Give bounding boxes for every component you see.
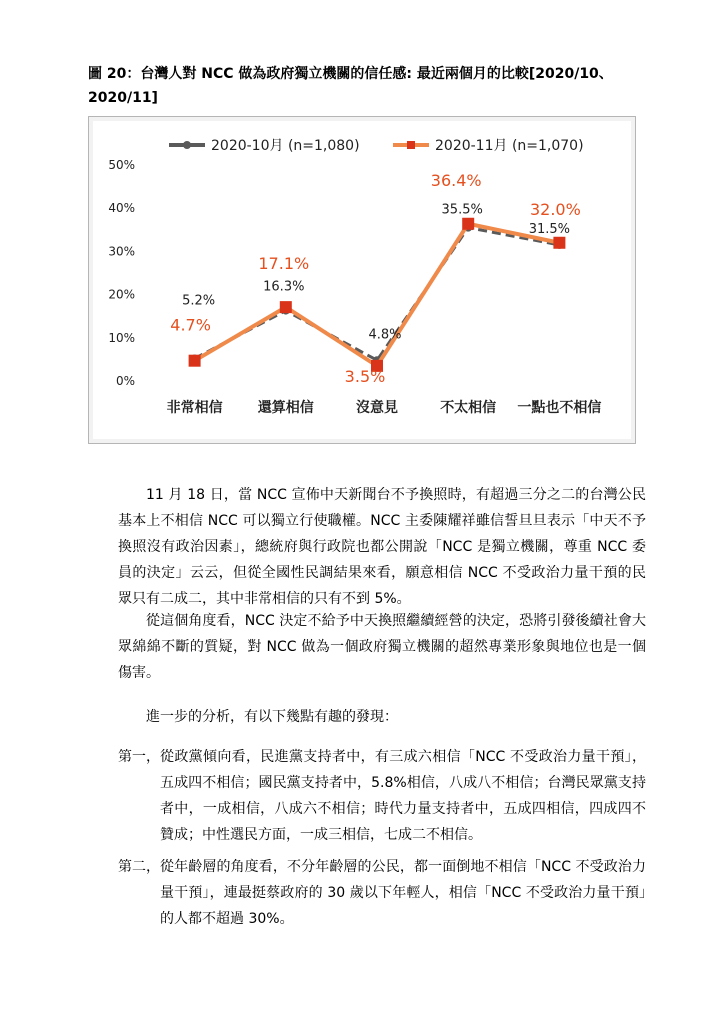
legend-oct-label: 2020-10月 (n=1,080) <box>211 138 360 154</box>
finding-2 <box>118 854 646 932</box>
y-tick-label: 50% <box>108 158 135 172</box>
series-nov-data-label: 32.0% <box>529 199 581 219</box>
series-nov-data-label: 17.1% <box>258 254 310 274</box>
legend-oct-marker <box>183 141 191 149</box>
series-oct-data-label: 35.5% <box>441 202 483 218</box>
y-tick-label: 0% <box>115 374 135 388</box>
x-category-label: 不太相信 <box>440 400 497 416</box>
series-nov-point <box>462 218 474 230</box>
y-axis <box>108 158 135 388</box>
chart-frame <box>88 116 636 444</box>
finding-2-number: 第二， <box>118 859 160 875</box>
series-oct-data-label: 16.3% <box>263 279 305 295</box>
chart-legend <box>169 138 584 154</box>
series-nov-line <box>195 224 560 366</box>
finding-1-number: 第一， <box>118 749 160 765</box>
series-nov <box>189 218 566 372</box>
y-tick-label: 30% <box>108 244 135 259</box>
series-oct-data-label: 31.5% <box>528 221 571 237</box>
line-chart <box>93 121 631 439</box>
paragraph-3: 進一步的分析，有以下幾點有趣的發現： <box>146 709 398 725</box>
series-nov-point <box>189 355 201 367</box>
y-tick-label: 10% <box>108 330 135 345</box>
finding-2-text: 從年齡層的角度看，不分年齡層的公民，都一面倒地不相信「NCC 不受政治力量干預」，連最挺蔡政府的 30 歲以下年輕人，相信「NCC 不受政治力量干預」的人都不超過 30%。 <box>160 859 646 927</box>
finding-1 <box>118 744 646 848</box>
chart-area <box>93 121 631 439</box>
x-category-label: 一點也不相信 <box>517 400 602 416</box>
series-nov-data-label: 4.7% <box>170 315 211 335</box>
series-nov-data-label: 36.4% <box>430 170 482 190</box>
x-category-label: 非常相信 <box>166 400 223 416</box>
x-axis <box>167 399 602 416</box>
figure-caption: 圖 20：台灣人對 NCC 做為政府獨立機關的信任感: 最近兩個月的比較[2020/10、2020/11] <box>88 66 613 106</box>
y-tick-label: 20% <box>108 287 135 302</box>
series-nov-point <box>280 301 292 313</box>
legend-nov-label: 2020-11月 (n=1,070) <box>435 138 584 154</box>
x-category-label: 沒意見 <box>356 400 398 416</box>
series-oct <box>191 224 564 365</box>
series-nov-point <box>553 237 565 249</box>
y-tick-label: 40% <box>108 201 135 216</box>
series-oct-data-label: 4.8% <box>368 327 402 343</box>
series-nov-data-label: 3.5% <box>344 366 386 386</box>
series-oct-data-label: 5.2% <box>182 293 216 309</box>
data-labels <box>170 171 581 386</box>
x-category-label: 還算相信 <box>257 400 314 416</box>
paragraph-1: 11 月 18 日，當 NCC 宣佈中天新聞台不予換照時，有超過三分之二的台灣公民基本上不相信 NCC 可以獨立行使職權。NCC 主委陳耀祥雖信誓旦旦表示「中天不予換照沒有政治因素」，總統府與行政院也都公開說「NCC 是獨立機關，尊重 NCC 委員的決定」云云，但從全國性民調結果來看，願意相信 NCC 不受政治力量干預的民眾只有二成二，其中非常相信的只有不到 5%。 <box>118 487 646 607</box>
legend-nov-marker <box>407 141 415 149</box>
finding-1-text: 從政黨傾向看，民進黨支持者中，有三成六相信「NCC 不受政治力量干預」，五成四不相信；國民黨支持者中，5.8%相信，八成八不相信；台灣民眾黨支持者中，一成相信，八成六不相信；時代力量支持者中，五成四相信，四成四不贊成；中性選民方面，一成三相信，七成二不相信。 <box>160 749 646 843</box>
paragraph-2: 從這個角度看，NCC 決定不給予中天換照繼續經營的決定，恐將引發後續社會大眾綿綿不斷的質疑，對 NCC 做為一個政府獨立機關的超然專業形象與地位也是一個傷害。 <box>118 613 646 681</box>
